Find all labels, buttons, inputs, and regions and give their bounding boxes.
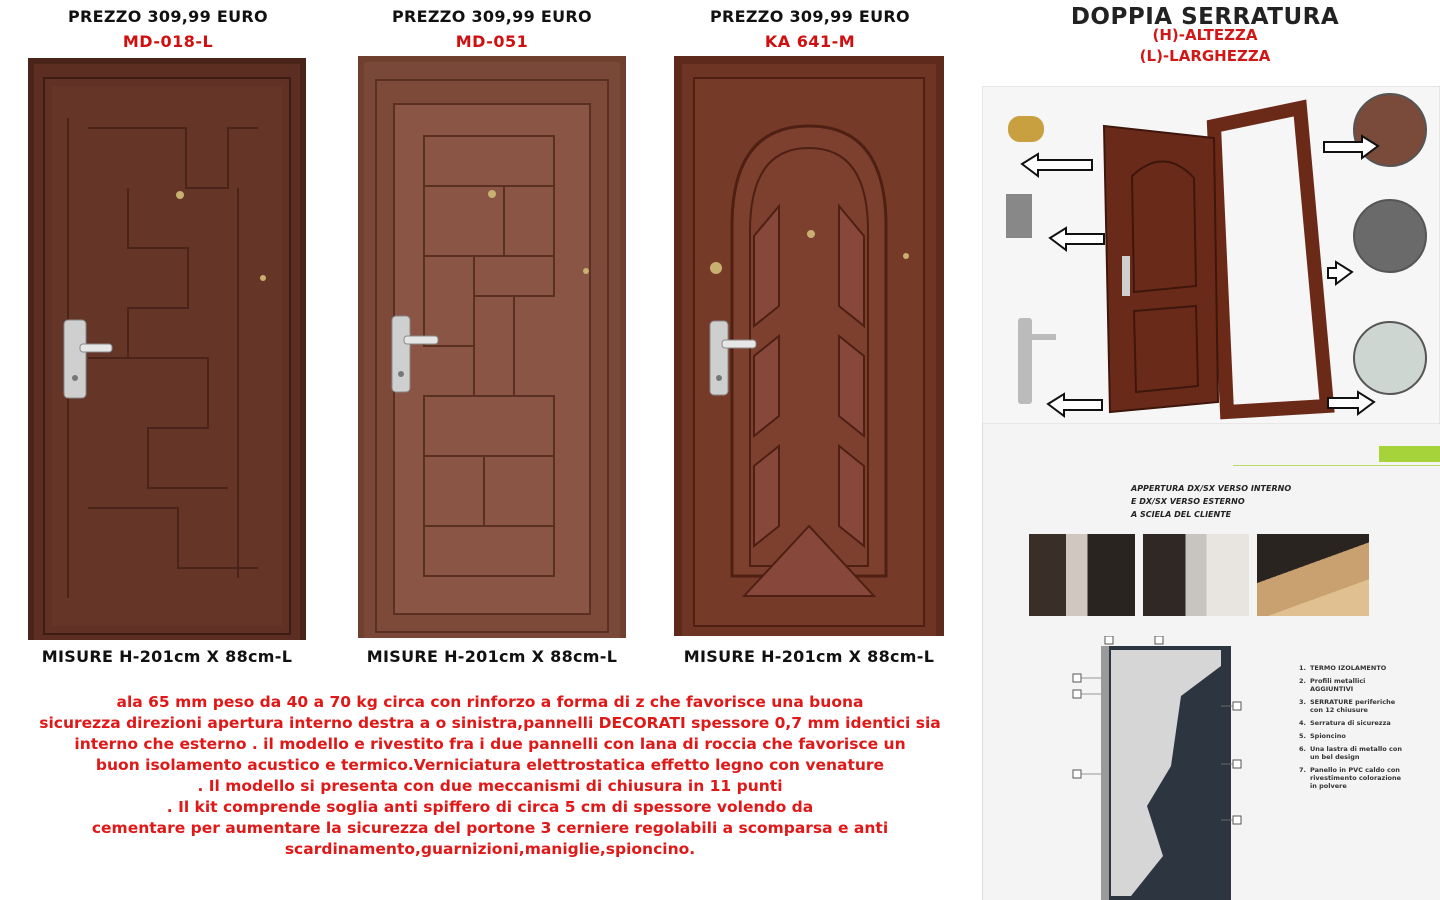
features-diagram [982,86,1440,424]
opening-text [1131,482,1291,521]
legend-item: 1. TERMO IZOLAMENTO [1299,664,1387,672]
opening-line: APPERTURA DX/SX VERSO INTERNO [1131,484,1292,493]
legend-item: 4. Serratura di sicurezza [1299,719,1391,727]
description-line: interno che esterno . il modello e rivestito fra i due pannelli con lana di roccia che favorisce un [74,735,906,753]
legend-item: 3. SERRATURE periferiche con 12 chiusure [1299,698,1396,714]
green-accent-line [1233,465,1440,466]
door-1-code: MD-018-L [122,32,214,51]
legend-item: 6. Una lastra di metallo con un bel design [1299,745,1402,761]
description-line: . Il kit comprende soglia anti spiffero di circa 5 cm di spessore volendo da [166,798,814,816]
description-line: scardinamento,guarnizioni,maniglie,spioncino. [284,840,696,858]
description-line: . Il modello si presenta con due meccanismi di chiusura in 11 punti [197,777,783,795]
spec-panel [982,424,1440,900]
door-3-size: MISURE H-201cm X 88cm-L [683,647,935,666]
door-1-size: MISURE H-201cm X 88cm-L [41,647,293,666]
description-line: ala 65 mm peso da 40 a 70 kg circa con rinforzo a forma di z che favorisce una buona [116,693,864,711]
door-cross-section [1071,636,1251,900]
door-3-price: PREZZO 309,99 EURO [710,7,910,26]
legend-item: 7. Panello in PVC caldo con rivestimento colorazione in polvere [1299,766,1402,790]
door-3-code: KA 641-M [764,32,856,51]
detail-photo-3 [1257,534,1369,616]
description-line: cementare per aumentare la sicurezza del portone 3 cerniere regolabili a scomparsa e anti [91,819,889,837]
height-label: (H)-ALTEZZA [1152,26,1258,44]
green-accent-bar [1379,446,1440,462]
door-3-image [674,56,944,636]
description-line: sicurezza direzioni apertura interno destra a o sinistra,pannelli DECORATI spessore 0,7 mm identici sia [39,714,941,732]
door-1-image [28,58,306,640]
door-2-price: PREZZO 309,99 EURO [392,7,592,26]
door-2-code: MD-051 [455,32,529,51]
door-2-image [358,56,626,638]
description-line: buon isolamento acustico e termico.Verniciatura elettrostatica effetto legno con venature [95,756,885,774]
detail-photo-2 [1143,534,1249,616]
width-label: (L)-LARGHEZZA [1139,47,1271,65]
opening-line: A SCIELA DEL CLIENTE [1131,510,1232,519]
door-2-size: MISURE H-201cm X 88cm-L [366,647,618,666]
opening-line: E DX/SX VERSO ESTERNO [1131,497,1245,506]
detail-photo-1 [1029,534,1135,616]
product-description [20,692,960,860]
features-title: DOPPIA SERRATURA [1070,4,1340,30]
spec-legend [1299,664,1409,795]
legend-item: 5. Spioncino [1299,732,1346,740]
door-1-price: PREZZO 309,99 EURO [68,7,268,26]
legend-item: 2. Profili metallici AGGIUNTIVI [1299,677,1366,693]
